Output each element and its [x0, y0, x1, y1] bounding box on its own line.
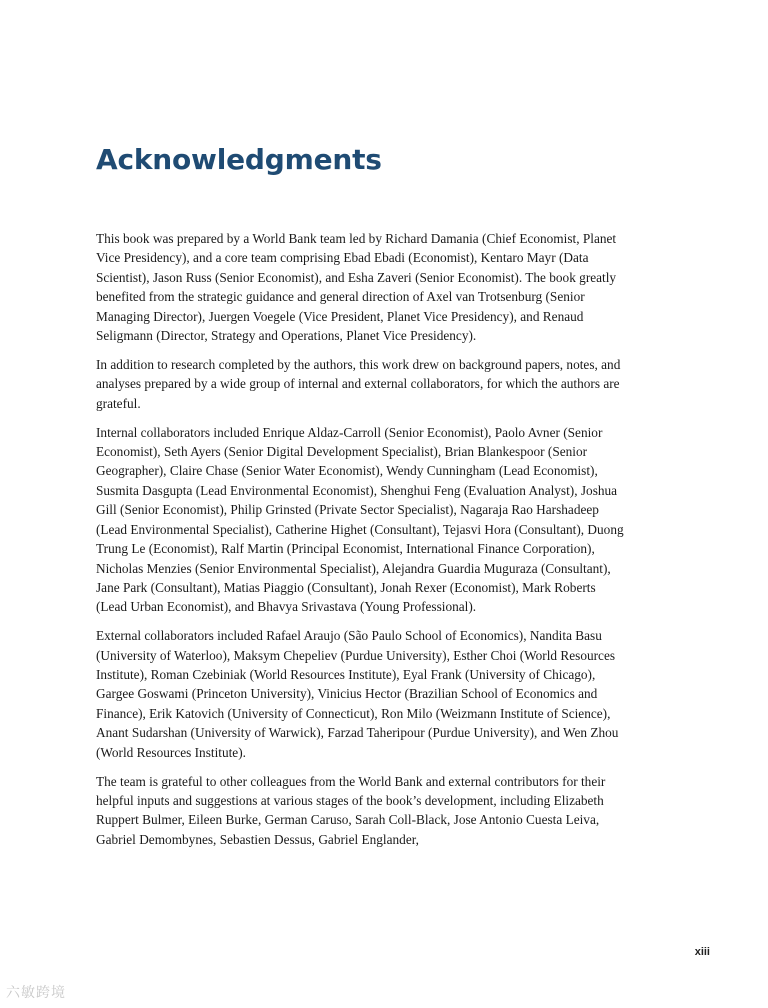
body-text [96, 229, 626, 859]
paragraph-external-collaborators: External collaborators included Rafael Araujo (São Paulo School of Economics), Nandita Basu (University of Waterloo), Maksym Chepeliev (Purdue University), Esther Choi (World Resources Institute), Roman Czebiniak (World Resources Institute), Eyal Frank (University of Chicago), Gargee Goswami (Princeton University), Vinicius Hector (Brazilian School of Economics and Finance), Erik Katovich (University of Connecticut), Ron Milo (Weizmann Institute of Science), Anant Sudarshan (University of Warwick), Farzad Taheripour (Purdue University), and Wen Zhou (World Resources Institute). [96, 628, 619, 760]
page-number: xiii [694, 946, 710, 958]
paragraph-team: This book was prepared by a World Bank team led by Richard Damania (Chief Economist, Planet Vice Presidency), and a core team comprising Ebad Ebadi (Economist), Kentaro Mayr (Data Scientist), Jason Russ (Senior Economist), and Esha Zaveri (Senior Economist). The book greatly benefited from the strategic guidance and general direction of Axel van Trotsenburg (Senior Managing Director), Juergen Voegele (Vice President, Planet Vice Presidency), and Renaud Seligmann (Director, Strategy and Operations, Planet Vice Presidency). [96, 231, 617, 344]
watermark: 六敏跨境 [6, 985, 66, 1001]
paragraph-colleagues: The team is grateful to other colleagues from the World Bank and external contributors for their helpful inputs and suggestions at various stages of the book’s development, including Elizabeth Ruppert Bulmer, Eileen Burke, German Caruso, Sarah Coll-Black, Jose Antonio Cuesta Leiva, Gabriel Demombynes, Sebastien Dessus, Gabriel Englander, [96, 773, 606, 847]
page-title: Acknowledgments [96, 143, 382, 176]
paragraph-research: In addition to research completed by the authors, this work drew on background papers, notes, and analyses prepared by a wide group of internal and external collaborators, for which the authors are grateful. [96, 356, 621, 411]
paragraph-internal-collaborators: Internal collaborators included Enrique Aldaz-Carroll (Senior Economist), Paolo Avner (Senior Economist), Seth Ayers (Senior Digital Development Specialist), Brian Blankespoor (Senior Geographer), Claire Chase (Senior Water Economist), Wendy Cunningham (Lead Economist), Susmita Dasgupta (Lead Environmental Economist), Shenghui Feng (Evaluation Analyst), Joshua Gill (Senior Economist), Philip Grinsted (Private Sector Specialist), Nagaraja Rao Harshadeep (Lead Environmental Specialist), Catherine Highet (Consultant), Tejasvi Hora (Consultant), Duong Trung Le (Economist), Ralf Martin (Principal Economist, International Finance Corporation), Nicholas Menzies (Senior Environmental Specialist), Alejandra Guardia Muguraza (Consultant), Jane Park (Consultant), Matias Piaggio (Consultant), Jonah Rexer (Economist), Mark Roberts (Lead Urban Economist), and Bhavya Srivastava (Young Professional). [96, 424, 624, 615]
